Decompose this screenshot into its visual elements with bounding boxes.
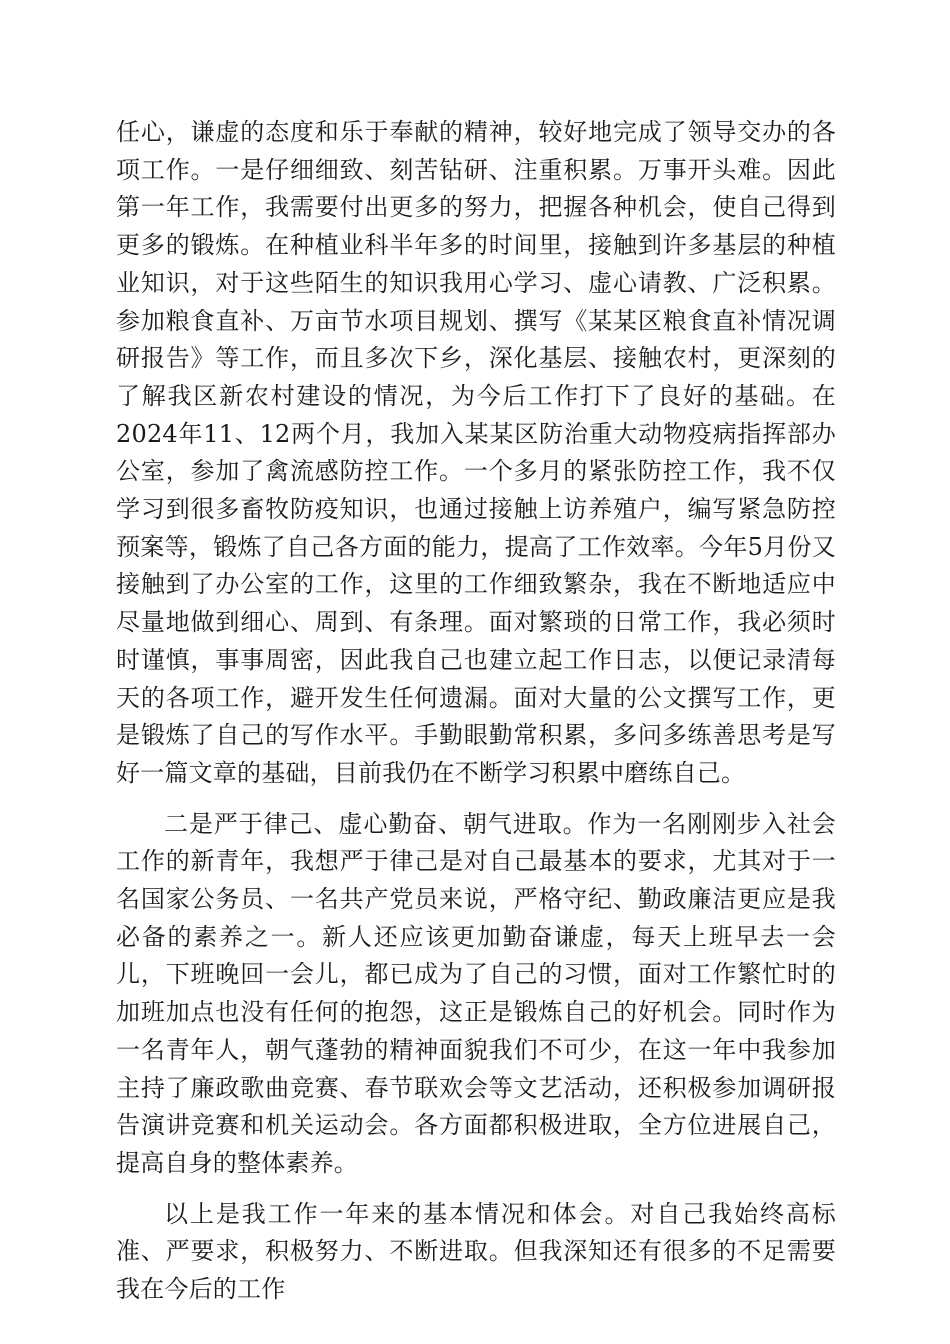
paragraph-self-discipline: 二是严于律己、虚心勤奋、朝气进取。作为一名刚刚步入社会工作的新青年，我想严于律己是对自己最基本的要求，尤其对于一名国家公务员、一名共产党员来说，严格守纪、勤政廉洁更应是我必备的素养之一。新人还应该更加勤奋谦虚，每天上班早去一会儿，下班晚回一会儿，都已成为了自己的习惯，面对工作繁忙时的加班加点也没有任何的抱怨，这正是锻炼自己的好机会。同时作为一名青年人，朝气蓬勃的精神面貌我们不可少，在这一年中我参加主持了廉政歌曲竞赛、春节联欢会等文艺活动，还积极参加调研报告演讲竞赛和机关运动会。各方面都积极进取，全方位进展自己，提高自身的整体素养。 [116, 809, 836, 1177]
paragraph-continuation: 任心，谦虚的态度和乐于奉献的精神，较好地完成了领导交办的各项工作。一是仔细细致、刻苦钻研、注重积累。万事开头难。因此第一年工作，我需要付出更多的努力，把握各种机会，使自己得到更多的锻炼。在种植业科半年多的时间里，接触到许多基层的种植业知识，对于这些陌生的知识我用心学习、虚心请教、广泛积累。参加粮食直补、万亩节水项目规划、撰写《某某区粮食直补情况调研报告》等工作，而且多次下乡，深化基层、接触农村，更深刻的了解我区新农村建设的情况，为今后工作打下了良好的基础。在2024年11、12两个月，我加入某某区防治重大动物疫病指挥部办公室，参加了禽流感防控工作。一个多月的紧张防控工作，我不仅学习到很多畜牧防疫知识，也通过接触上访养殖户，编写紧急防控预案等，锻炼了自己各方面的能力，提高了工作效率。今年5月份又接触到了办公室的工作，这里的工作细致繁杂，我在不断地适应中尽量地做到细心、周到、有条理。面对繁琐的日常工作，我必须时时谨慎，事事周密，因此我自己也建立起工作日志，以便记录清每天的各项工作，避开发生任何遗漏。面对大量的公文撰写工作，更是锻炼了自己的写作水平。手勤眼勤常积累，多问多练善思考是写好一篇文章的基础，目前我仍在不断学习积累中磨练自己。 [116, 118, 836, 787]
paragraph-summary: 以上是我工作一年来的基本情况和体会。对自己我始终高标准、严要求，积极努力、不断进取。但我深知还有很多的不足需要我在今后的工作 [116, 1199, 836, 1304]
document-body [116, 114, 836, 1309]
